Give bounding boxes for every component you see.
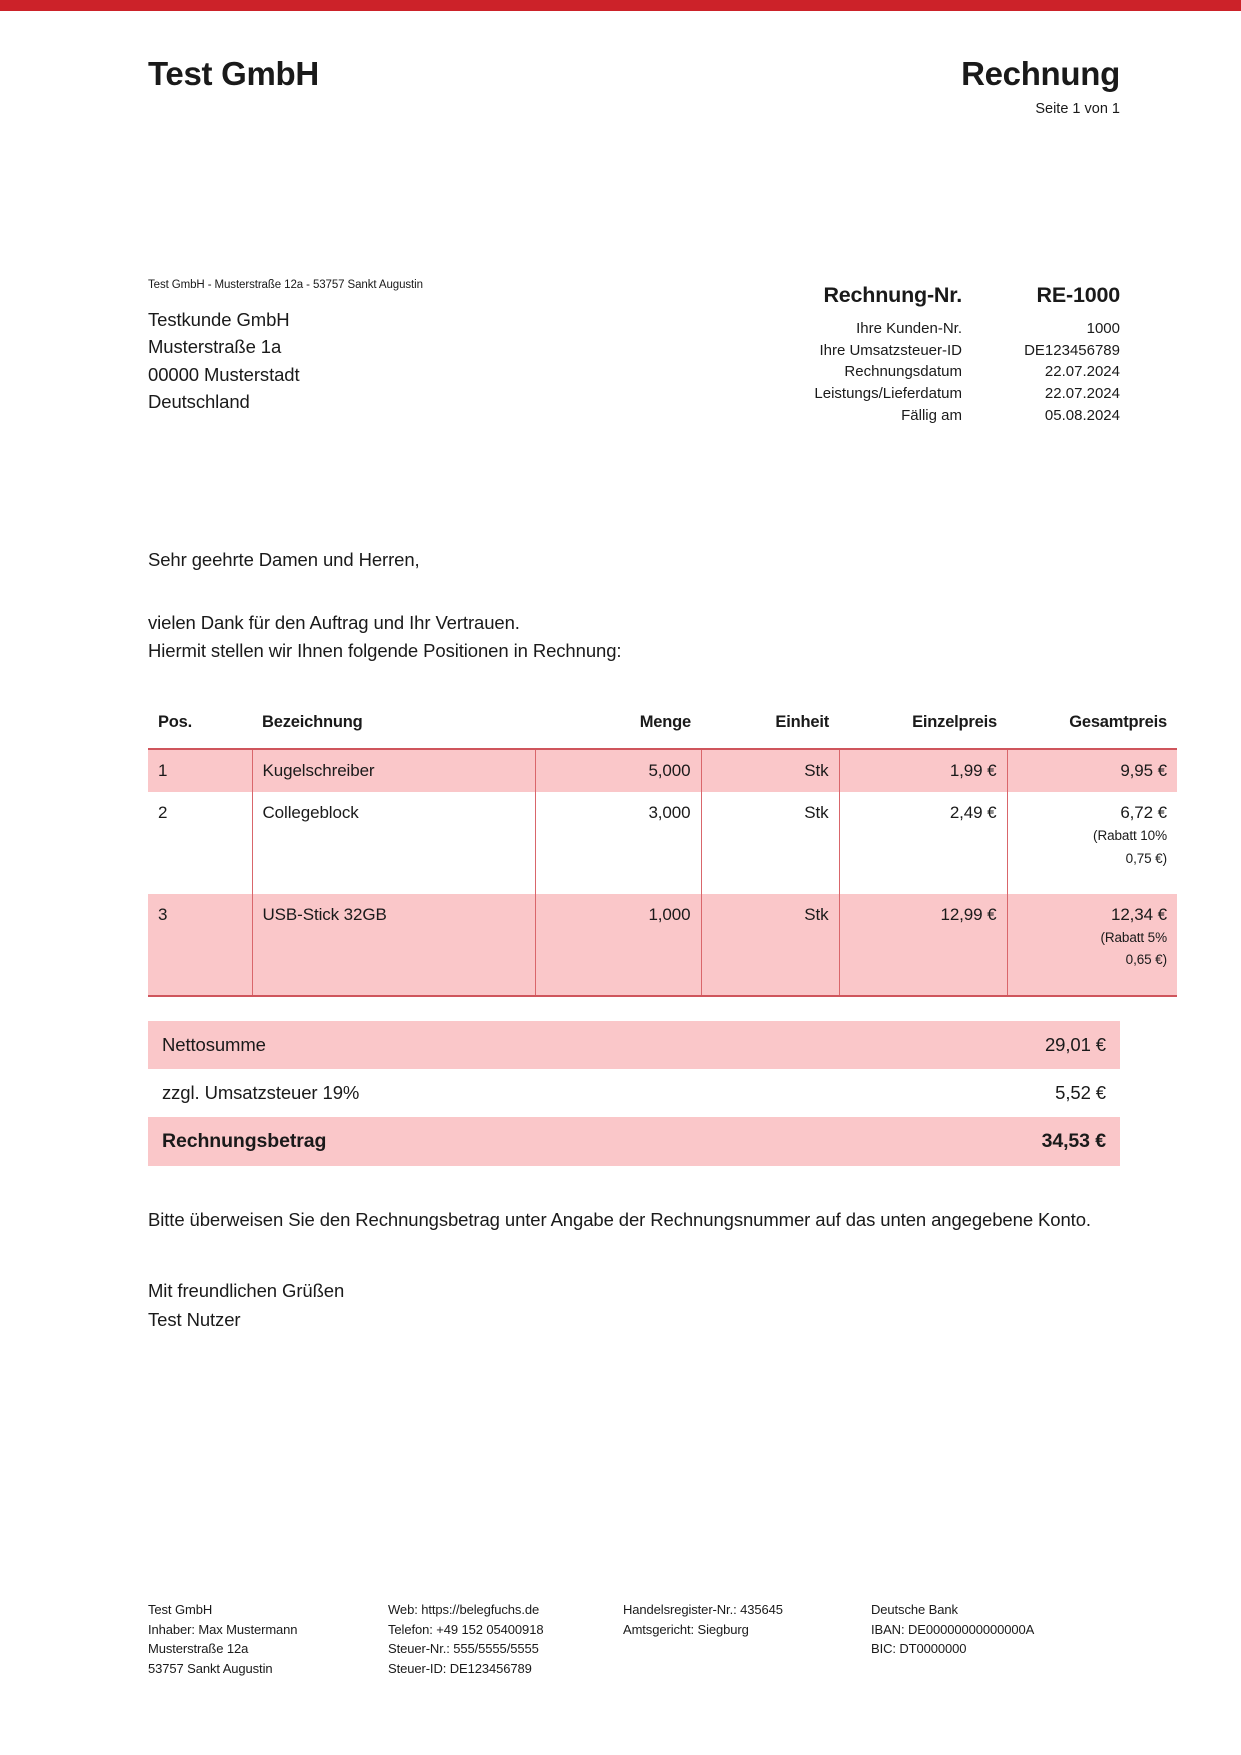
header-unit: Einheit xyxy=(775,713,829,732)
footer-line: IBAN: DE00000000000000A xyxy=(871,1621,1035,1637)
table-row xyxy=(148,792,1177,893)
table-header-row xyxy=(148,713,1177,749)
salutation: Sehr geehrte Damen und Herren, xyxy=(148,549,420,571)
header-quantity: Menge xyxy=(639,713,691,732)
footer-line: Test GmbH xyxy=(148,1602,213,1617)
table-row xyxy=(148,749,1177,792)
total-price-value: 9,95 € xyxy=(1120,761,1167,781)
meta-label: Leistungs/Lieferdatum xyxy=(814,385,962,403)
footer-line: Musterstraße 12a xyxy=(148,1641,249,1656)
grand-total-value: 34,53 € xyxy=(634,1117,1120,1166)
grand-total-label: Rechnungsbetrag xyxy=(148,1117,634,1166)
line-items-header xyxy=(148,713,1177,749)
cell-pos: 2 xyxy=(148,792,252,893)
meta-row-customer-number xyxy=(814,318,1120,340)
document-title-block xyxy=(961,56,1120,117)
meta-value: 05.08.2024 xyxy=(1044,407,1120,425)
meta-row-vat-id xyxy=(814,340,1120,362)
recipient-line: Deutschland xyxy=(148,390,250,412)
discount-line-1: (Rabatt 10% xyxy=(1093,828,1167,844)
footer-line: Web: https://belegfuchs.de xyxy=(388,1602,540,1617)
vat-value: 5,52 € xyxy=(1055,1082,1106,1104)
document-footer xyxy=(148,1600,1120,1678)
totals-table xyxy=(148,1021,1120,1166)
header-pos: Pos. xyxy=(158,713,193,732)
meta-row-due-date xyxy=(814,405,1120,427)
cell-total-price xyxy=(1007,894,1177,996)
footer-line: Steuer-Nr.: 555/5555/5555 xyxy=(388,1641,539,1656)
recipient-line: Musterstraße 1a xyxy=(148,336,282,358)
cell-pos: 1 xyxy=(148,749,252,792)
cell-quantity: 1,000 xyxy=(535,894,701,996)
cell-quantity: 3,000 xyxy=(535,792,701,893)
cell-description: Collegeblock xyxy=(252,792,535,893)
meta-value: 22.07.2024 xyxy=(1044,385,1120,403)
company-name: Test GmbH xyxy=(148,55,319,92)
regards-line: Mit freundlichen Grüßen xyxy=(148,1279,345,1301)
intro-paragraph xyxy=(148,609,1120,665)
document-header xyxy=(148,0,1120,117)
footer-line: 53757 Sankt Augustin xyxy=(148,1660,273,1676)
cell-quantity: 5,000 xyxy=(535,749,701,792)
line-items-table xyxy=(148,713,1177,997)
document-title: Rechnung xyxy=(961,55,1120,92)
total-price-value: 6,72 € xyxy=(1120,803,1167,823)
net-label: Nettosumme xyxy=(148,1021,634,1069)
intro-line-1: vielen Dank für den Auftrag und Ihr Vertrauen. xyxy=(148,612,520,634)
cell-pos: 3 xyxy=(148,894,252,996)
meta-value: 1000 xyxy=(1086,319,1120,337)
cell-total-price xyxy=(1007,749,1177,792)
address-and-meta-section xyxy=(148,279,1120,427)
table-row xyxy=(148,894,1177,996)
line-items-body xyxy=(148,749,1177,996)
signer-name: Test Nutzer xyxy=(148,1308,241,1330)
header-unit-price: Einzelpreis xyxy=(912,713,997,732)
discount-line-2: 0,65 €) xyxy=(1125,952,1167,967)
meta-label: Rechnungsdatum xyxy=(844,363,962,381)
header-description: Bezeichnung xyxy=(262,713,363,732)
cell-unit-price: 12,99 € xyxy=(839,894,1007,996)
cell-unit: Stk xyxy=(701,749,839,792)
cell-unit-price: 1,99 € xyxy=(839,749,1007,792)
cell-unit-price: 2,49 € xyxy=(839,792,1007,893)
footer-column-contact xyxy=(388,1600,623,1678)
discount-line-2: 0,75 €) xyxy=(1125,850,1167,866)
return-address-line: Test GmbH - Musterstraße 12a - 53757 Sankt Augustin xyxy=(148,279,423,292)
footer-line: Steuer-ID: DE123456789 xyxy=(388,1660,532,1676)
total-price-value: 12,34 € xyxy=(1110,904,1167,924)
footer-line: Inhaber: Max Mustermann xyxy=(148,1621,298,1637)
meta-label: Ihre Kunden-Nr. xyxy=(856,319,962,337)
cell-description: USB-Stick 32GB xyxy=(252,894,535,996)
meta-row-delivery-date xyxy=(814,383,1120,405)
meta-value: RE-1000 xyxy=(1036,283,1120,308)
meta-value: DE123456789 xyxy=(1024,341,1120,359)
recipient-line: Testkunde GmbH xyxy=(148,309,290,331)
recipient-line: 00000 Musterstadt xyxy=(148,363,300,385)
totals-row-grand xyxy=(148,1117,1120,1166)
totals-row-vat xyxy=(148,1069,1120,1117)
meta-label: Ihre Umsatzsteuer-ID xyxy=(819,341,962,359)
invoice-meta-table xyxy=(814,280,1120,427)
cell-total-price xyxy=(1007,792,1177,893)
footer-column-company xyxy=(148,1600,388,1678)
page-content xyxy=(148,0,1167,1334)
cell-description: Kugelschreiber xyxy=(252,749,535,792)
meta-row-invoice-number xyxy=(814,280,1120,317)
footer-line: Telefon: +49 152 05400918 xyxy=(388,1621,544,1637)
recipient-address-block xyxy=(148,279,618,415)
footer-line: Deutsche Bank xyxy=(871,1602,958,1617)
footer-column-register xyxy=(623,1600,871,1678)
meta-label: Fällig am xyxy=(901,407,962,425)
discount-line-1: (Rabatt 5% xyxy=(1100,929,1167,945)
intro-line-2: Hiermit stellen wir Ihnen folgende Positionen in Rechnung: xyxy=(148,640,622,662)
cell-unit: Stk xyxy=(701,792,839,893)
meta-label: Rechnung-Nr. xyxy=(823,283,962,308)
totals-row-net xyxy=(148,1021,1120,1069)
meta-row-invoice-date xyxy=(814,361,1120,383)
meta-value: 22.07.2024 xyxy=(1044,363,1120,381)
page-indicator: Seite 1 von 1 xyxy=(1035,101,1120,118)
footer-line: Handelsregister-Nr.: 435645 xyxy=(623,1602,783,1617)
header-total-price: Gesamtpreis xyxy=(1069,713,1167,732)
vat-label: zzgl. Umsatzsteuer 19% xyxy=(162,1082,360,1104)
footer-column-bank xyxy=(871,1600,1120,1678)
footer-line: BIC: DT0000000 xyxy=(871,1641,967,1656)
payment-note: Bitte überweisen Sie den Rechnungsbetrag unter Angabe der Rechnungsnummer auf das unten angegebene Konto. xyxy=(148,1209,1091,1231)
cell-unit: Stk xyxy=(701,894,839,996)
footer-line: Amtsgericht: Siegburg xyxy=(623,1621,749,1637)
net-value: 29,01 € xyxy=(634,1021,1120,1069)
signature-block xyxy=(148,1277,1120,1334)
